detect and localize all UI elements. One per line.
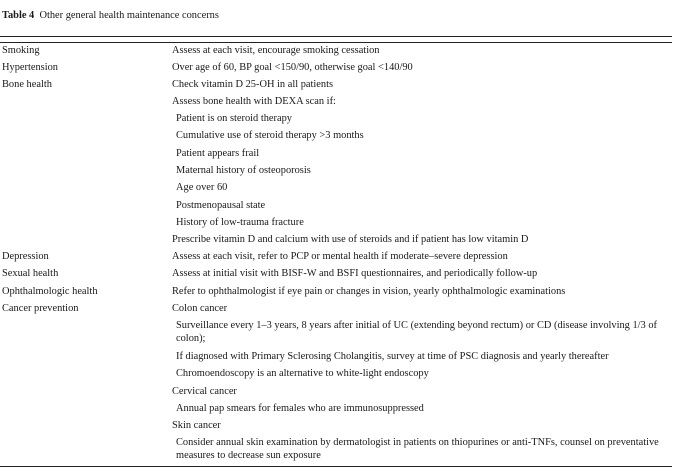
row-subitem: Age over 60 xyxy=(176,182,228,193)
table-header-rule xyxy=(0,42,672,43)
table-top-rule xyxy=(0,36,672,37)
row-recommendation: Refer to ophthalmologist if eye pain or changes in vision, yearly ophthalmologic examinations xyxy=(172,286,566,297)
row-subitem: If diagnosed with Primary Sclerosing Cholangitis, survey at time of PSC diagnosis and yearly thereafter xyxy=(176,351,609,362)
row-subitem: Patient appears frail xyxy=(176,148,260,159)
row-subitem: Patient is on steroid therapy xyxy=(176,113,293,124)
table-caption-text: Other general health maintenance concerns xyxy=(39,10,219,21)
row-subitem: Postmenopausal state xyxy=(176,200,266,211)
row-subitem: Maternal history of osteoporosis xyxy=(176,165,311,176)
row-subitem: History of low-trauma fracture xyxy=(176,217,304,228)
row-subitem: Annual pap smears for females who are immunosuppressed xyxy=(176,403,424,414)
row-recommendation: Check vitamin D 25-OH in all patients xyxy=(172,79,334,90)
row-recommendation: Over age of 60, BP goal <150/90, otherwise goal <140/90 xyxy=(172,62,413,73)
row-category: Smoking xyxy=(2,45,40,56)
row-recommendation: Prescribe vitamin D and calcium with use of steroids and if patient has low vitamin D xyxy=(172,234,529,245)
row-category: Sexual health xyxy=(2,268,59,279)
row-category: Depression xyxy=(2,251,49,262)
row-category: Hypertension xyxy=(2,62,58,73)
row-category: Ophthalmologic health xyxy=(2,286,98,297)
row-recommendation: Assess at each visit, refer to PCP or mental health if moderate–severe depression xyxy=(172,251,508,262)
row-subitem: Consider annual skin examination by dermatologist in patients on thiopurines or anti-TNFs, counsel on preventative measures to decrease sun exposure xyxy=(176,437,659,461)
row-recommendation: Colon cancer xyxy=(172,303,228,314)
row-recommendation: Assess at initial visit with BISF-W and BSFI questionnaires, and periodically follow-up xyxy=(172,268,538,279)
table-caption-label: Table 4 xyxy=(2,10,35,21)
row-subitem: Cumulative use of steroid therapy >3 months xyxy=(176,130,364,141)
row-recommendation: Assess at each visit, encourage smoking cessation xyxy=(172,45,380,56)
row-subitem: Chromoendoscopy is an alternative to white-light endoscopy xyxy=(176,368,429,379)
row-subitem: Surveillance every 1–3 years, 8 years after initial of UC (extending beyond rectum) or CD (disease involving 1/3 of colon); xyxy=(176,320,658,344)
row-recommendation: Skin cancer xyxy=(172,420,221,431)
row-recommendation: Assess bone health with DEXA scan if: xyxy=(172,96,336,107)
row-category: Cancer prevention xyxy=(2,303,79,314)
row-category: Bone health xyxy=(2,79,52,90)
row-recommendation: Cervical cancer xyxy=(172,386,237,397)
table-bottom-rule xyxy=(0,466,672,467)
table-caption xyxy=(2,10,219,22)
